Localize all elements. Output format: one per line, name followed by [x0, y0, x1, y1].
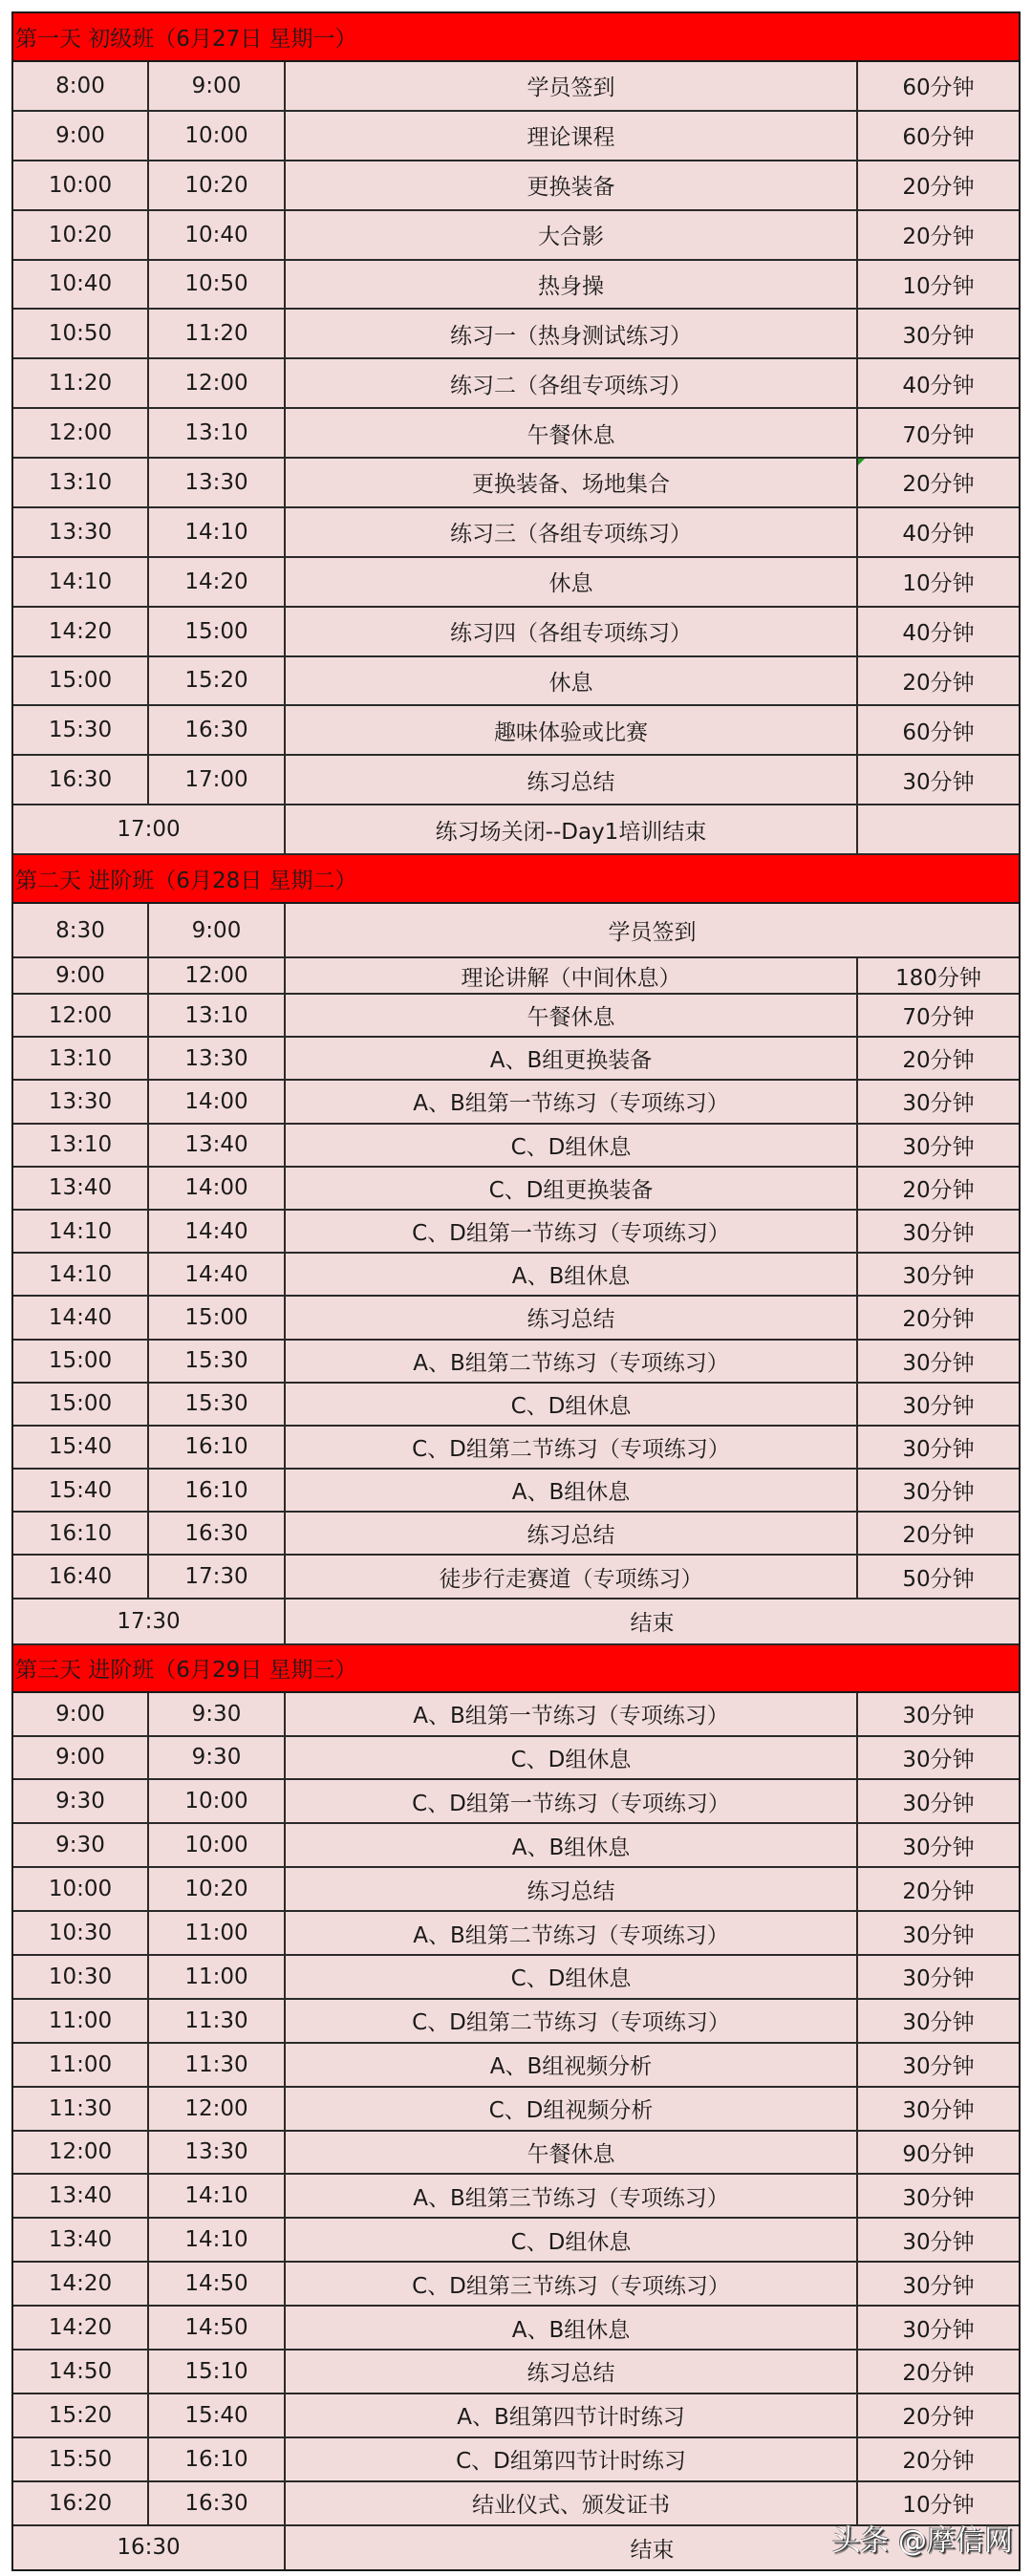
- schedule-row: [13, 1211, 1019, 1254]
- end-time-cell: 17:00: [149, 756, 286, 804]
- start-time-cell: 14:20: [13, 2307, 149, 2349]
- duration-cell: 30分钟: [902, 1747, 975, 1772]
- duration-cell: 20分钟: [902, 1523, 975, 1549]
- end-time-cell: 14:10: [149, 2219, 286, 2261]
- start-time-cell: 10:00: [13, 161, 149, 209]
- duration-cell: 30分钟: [902, 1791, 975, 1816]
- schedule-row: [13, 2438, 1019, 2482]
- end-time-cell: 11:20: [149, 310, 286, 357]
- end-time-cell: 12:00: [149, 2088, 286, 2130]
- activity-cell: A、B组第一节练习（专项练习）: [286, 1081, 858, 1122]
- schedule-row: [13, 1868, 1019, 1912]
- end-time-cell: 9:00: [149, 904, 286, 956]
- activity-cell: 午餐休息: [286, 995, 858, 1036]
- schedule-row: [13, 1038, 1019, 1081]
- schedule-row: [13, 608, 1019, 657]
- schedule-row: [13, 1341, 1019, 1384]
- watermark: 头条 @摩信网: [831, 2524, 1013, 2558]
- end-time-cell: 14:00: [149, 1081, 286, 1122]
- schedule-row: [13, 1168, 1019, 1211]
- start-time-cell: 15:20: [13, 2394, 149, 2436]
- end-time-cell: 14:40: [149, 1254, 286, 1295]
- schedule-row: [13, 904, 1019, 958]
- start-time-cell: 8:30: [13, 904, 149, 956]
- duration-cell: 40分钟: [902, 621, 975, 647]
- schedule-row: [13, 958, 1019, 995]
- schedule-row: [13, 310, 1019, 359]
- activity-cell: 理论课程: [286, 112, 858, 160]
- start-time-cell: 16:30: [13, 756, 149, 804]
- duration-cell: 90分钟: [902, 2141, 975, 2167]
- duration-cell: 30分钟: [902, 1393, 975, 1419]
- start-time-cell: 10:30: [13, 1956, 149, 1998]
- schedule-row: [13, 2219, 1019, 2263]
- start-time-cell: 10:20: [13, 211, 149, 259]
- activity-cell: 更换装备: [286, 161, 858, 209]
- start-time-cell: 14:20: [13, 608, 149, 655]
- activity-cell: C、D组休息: [286, 1956, 858, 1998]
- activity-cell: C、D组第二节练习（专项练习）: [286, 2000, 858, 2042]
- schedule-row: [13, 657, 1019, 707]
- duration-cell: 20分钟: [902, 2449, 975, 2475]
- activity-cell: C、D组休息: [286, 2219, 858, 2261]
- schedule-row: [13, 1513, 1019, 1556]
- end-time-cell: 10:40: [149, 211, 286, 259]
- end-time-cell: 14:10: [149, 508, 286, 556]
- schedule-row: [13, 2351, 1019, 2394]
- schedule-row: [13, 62, 1019, 112]
- end-time-cell: 9:30: [149, 1737, 286, 1779]
- end-time-cell: 14:50: [149, 2307, 286, 2349]
- activity-cell: A、B组休息: [286, 2307, 858, 2349]
- end-time-cell: 16:10: [149, 2438, 286, 2480]
- duration-cell: 70分钟: [902, 422, 975, 448]
- start-time-cell: 15:40: [13, 1427, 149, 1468]
- end-time-cell: 15:00: [149, 1297, 286, 1338]
- end-time-cell: 13:30: [149, 459, 286, 506]
- day-header: 第一天 初级班（6月27日 星期一）: [13, 13, 1019, 62]
- schedule-row: [13, 558, 1019, 608]
- schedule-row: [13, 1470, 1019, 1513]
- end-time-cell: 16:30: [149, 1513, 286, 1554]
- time-cell: 17:00: [13, 805, 286, 853]
- duration-cell: 30分钟: [902, 1264, 975, 1290]
- duration-cell: 30分钟: [902, 2054, 975, 2080]
- end-time-cell: 15:10: [149, 2351, 286, 2393]
- start-time-cell: 16:40: [13, 1556, 149, 1597]
- start-time-cell: 15:40: [13, 1470, 149, 1511]
- end-time-cell: 13:30: [149, 1038, 286, 1079]
- start-time-cell: 13:10: [13, 459, 149, 506]
- schedule-row: [13, 706, 1019, 756]
- start-time-cell: 9:00: [13, 958, 149, 993]
- end-time-cell: 16:10: [149, 1470, 286, 1511]
- schedule-row: [13, 1297, 1019, 1340]
- start-time-cell: 13:10: [13, 1125, 149, 1166]
- schedule-row: [13, 508, 1019, 558]
- start-time-cell: 14:20: [13, 2263, 149, 2305]
- duration-cell: 70分钟: [902, 1005, 975, 1031]
- end-time-cell: 14:00: [149, 1168, 286, 1209]
- schedule-row: [13, 1125, 1019, 1168]
- duration-cell: 10分钟: [902, 2493, 975, 2519]
- start-time-cell: 9:00: [13, 112, 149, 160]
- start-time-cell: 9:00: [13, 1693, 149, 1735]
- duration-cell: 10分钟: [902, 273, 975, 299]
- schedule-row: [13, 805, 1019, 855]
- end-time-cell: 15:00: [149, 608, 286, 655]
- duration-cell: 30分钟: [902, 1966, 975, 1992]
- end-time-cell: 15:20: [149, 657, 286, 705]
- start-time-cell: 13:30: [13, 1081, 149, 1122]
- start-time-cell: 9:30: [13, 1780, 149, 1822]
- activity-cell: 学员签到: [608, 920, 697, 945]
- start-time-cell: 9:00: [13, 1737, 149, 1779]
- schedule-row: [13, 1824, 1019, 1868]
- schedule-row: [13, 459, 1019, 508]
- duration-cell: 20分钟: [902, 1878, 975, 1904]
- schedule-row: [13, 2307, 1019, 2351]
- schedule-row: [13, 409, 1019, 459]
- end-time-cell: 16:10: [149, 1427, 286, 1468]
- activity-cell: 结束: [630, 2537, 675, 2563]
- activity-cell: 理论讲解（中间休息）: [286, 958, 858, 993]
- schedule-row: [13, 2088, 1019, 2132]
- activity-cell: 练习四（各组专项练习）: [286, 608, 858, 655]
- duration-cell: 30分钟: [902, 1221, 975, 1247]
- duration-cell: 30分钟: [902, 1480, 975, 1506]
- activity-cell: A、B组第四节计时练习: [286, 2394, 858, 2436]
- end-time-cell: 14:40: [149, 1211, 286, 1252]
- duration-cell: 30分钟: [902, 1436, 975, 1462]
- activity-cell: 趣味体验或比赛: [286, 706, 858, 754]
- activity-cell: 休息: [286, 558, 858, 606]
- schedule-row: [13, 756, 1019, 805]
- end-time-cell: 10:50: [149, 261, 286, 309]
- schedule-row: [13, 2132, 1019, 2176]
- duration-cell: 20分钟: [902, 670, 975, 696]
- end-time-cell: 10:00: [149, 1824, 286, 1866]
- start-time-cell: 11:30: [13, 2088, 149, 2130]
- start-time-cell: 14:50: [13, 2351, 149, 2393]
- activity-cell: 结业仪式、颁发证书: [286, 2482, 858, 2524]
- schedule-row: [13, 1081, 1019, 1124]
- schedule-row: [13, 1912, 1019, 1956]
- end-time-cell: 10:00: [149, 1780, 286, 1822]
- start-time-cell: 10:50: [13, 310, 149, 357]
- schedule-row: [13, 2000, 1019, 2044]
- activity-cell: C、D组更换装备: [286, 1168, 858, 1209]
- day-header: 第二天 进阶班（6月28日 星期二）: [13, 855, 1019, 904]
- duration-cell: 60分钟: [902, 719, 975, 745]
- activity-cell: 休息: [286, 657, 858, 705]
- duration-cell: 30分钟: [902, 323, 975, 349]
- start-time-cell: 15:00: [13, 1384, 149, 1425]
- duration-cell: 30分钟: [902, 2185, 975, 2211]
- activity-cell: A、B组休息: [286, 1470, 858, 1511]
- activity-cell: A、B组更换装备: [286, 1038, 858, 1079]
- end-time-cell: 12:00: [149, 958, 286, 993]
- duration-cell: 30分钟: [902, 1922, 975, 1948]
- start-time-cell: 13:40: [13, 1168, 149, 1209]
- end-time-cell: 13:30: [149, 2132, 286, 2174]
- end-time-cell: 10:20: [149, 161, 286, 209]
- activity-cell: 练习总结: [286, 1868, 858, 1910]
- start-time-cell: 14:10: [13, 1254, 149, 1295]
- start-time-cell: 13:10: [13, 1038, 149, 1079]
- duration-cell: 30分钟: [902, 1350, 975, 1376]
- schedule-row: [13, 1737, 1019, 1781]
- duration-cell: 30分钟: [902, 2273, 975, 2299]
- duration-cell: 30分钟: [902, 2229, 975, 2255]
- activity-cell: C、D组休息: [286, 1737, 858, 1779]
- start-time-cell: 16:20: [13, 2482, 149, 2524]
- schedule-row: [13, 211, 1019, 261]
- schedule-row: [13, 161, 1019, 211]
- start-time-cell: 15:00: [13, 1341, 149, 1382]
- end-time-cell: 14:50: [149, 2263, 286, 2305]
- duration-cell: 30分钟: [902, 1704, 975, 1729]
- comment-indicator-icon: [858, 459, 865, 465]
- activity-cell: 热身操: [286, 261, 858, 309]
- activity-cell: C、D组第一节练习（专项练习）: [286, 1211, 858, 1252]
- time-cell: 16:30: [13, 2526, 286, 2570]
- duration-cell: 20分钟: [902, 175, 975, 201]
- activity-cell: A、B组第一节练习（专项练习）: [286, 1693, 858, 1735]
- schedule-row: [13, 359, 1019, 409]
- schedule-row: [13, 1384, 1019, 1427]
- schedule-row: [13, 995, 1019, 1038]
- start-time-cell: 13:40: [13, 2175, 149, 2217]
- day-header: 第三天 进阶班（6月29日 星期三）: [13, 1645, 1019, 1693]
- activity-cell: 练习总结: [286, 756, 858, 804]
- start-time-cell: 12:00: [13, 2132, 149, 2174]
- duration-cell: 40分钟: [902, 373, 975, 398]
- schedule-row: [13, 1427, 1019, 1470]
- end-time-cell: 16:30: [149, 2482, 286, 2524]
- duration-cell: 20分钟: [858, 459, 1019, 506]
- start-time-cell: 13:30: [13, 508, 149, 556]
- activity-cell: 大合影: [286, 211, 858, 259]
- duration-cell: 30分钟: [902, 2317, 975, 2343]
- end-time-cell: 14:20: [149, 558, 286, 606]
- schedule-row: [13, 2044, 1019, 2088]
- end-time-cell: 15:30: [149, 1341, 286, 1382]
- start-time-cell: 15:00: [13, 657, 149, 705]
- start-time-cell: 10:40: [13, 261, 149, 309]
- start-time-cell: 11:00: [13, 2000, 149, 2042]
- end-time-cell: 15:30: [149, 1384, 286, 1425]
- activity-cell: C、D组第四节计时练习: [286, 2438, 858, 2480]
- activity-cell: 学员签到: [286, 62, 858, 110]
- activity-cell: 练习二（各组专项练习）: [286, 359, 858, 407]
- start-time-cell: 13:40: [13, 2219, 149, 2261]
- end-time-cell: 15:40: [149, 2394, 286, 2436]
- end-time-cell: 10:00: [149, 112, 286, 160]
- duration-cell: 30分钟: [902, 1134, 975, 1160]
- start-time-cell: 14:10: [13, 558, 149, 606]
- end-time-cell: 17:30: [149, 1556, 286, 1597]
- duration-cell: 10分钟: [902, 571, 975, 597]
- activity-cell: A、B组第二节练习（专项练习）: [286, 1912, 858, 1954]
- activity-cell: C、D组第二节练习（专项练习）: [286, 1427, 858, 1468]
- activity-cell: C、D组休息: [286, 1125, 858, 1166]
- activity-cell: 午餐休息: [286, 2132, 858, 2174]
- start-time-cell: 9:30: [13, 1824, 149, 1866]
- schedule-row: [13, 1556, 1019, 1599]
- activity-cell: C、D组视频分析: [286, 2088, 858, 2130]
- duration-cell: 50分钟: [902, 1566, 975, 1592]
- end-time-cell: 11:00: [149, 1912, 286, 1954]
- activity-cell: 练习三（各组专项练习）: [286, 508, 858, 556]
- activity-cell: C、D组第三节练习（专项练习）: [286, 2263, 858, 2305]
- activity-cell: 练习一（热身测试练习）: [286, 310, 858, 357]
- duration-cell: 20分钟: [902, 2361, 975, 2387]
- end-time-cell: 11:30: [149, 2044, 286, 2086]
- activity-cell: A、B组视频分析: [286, 2044, 858, 2086]
- activity-cell: 更换装备、场地集合: [286, 459, 858, 506]
- activity-cell: 练习场关闭--Day1培训结束: [286, 805, 858, 853]
- start-time-cell: 11:20: [13, 359, 149, 407]
- end-time-cell: 13:10: [149, 995, 286, 1036]
- activity-cell: C、D组休息: [286, 1384, 858, 1425]
- start-time-cell: 8:00: [13, 62, 149, 110]
- schedule-row: [13, 2263, 1019, 2307]
- activity-cell: 徒步行走赛道（专项练习）: [286, 1556, 858, 1597]
- schedule-row: [13, 112, 1019, 161]
- start-time-cell: 16:10: [13, 1513, 149, 1554]
- start-time-cell: 12:00: [13, 995, 149, 1036]
- end-time-cell: 12:00: [149, 359, 286, 407]
- activity-cell: 结束: [630, 1611, 675, 1637]
- schedule-row: [13, 1599, 1019, 1645]
- duration-cell: [858, 805, 1019, 853]
- duration-cell: 20分钟: [902, 1048, 975, 1074]
- schedule-row: [13, 2175, 1019, 2219]
- duration-cell: 20分钟: [902, 1307, 975, 1333]
- activity-cell: C、D组第一节练习（专项练习）: [286, 1780, 858, 1822]
- end-time-cell: 9:00: [149, 62, 286, 110]
- activity-cell: 练习总结: [286, 1513, 858, 1554]
- duration-cell: 40分钟: [902, 522, 975, 547]
- activity-cell: A、B组第三节练习（专项练习）: [286, 2175, 858, 2217]
- activity-cell: 午餐休息: [286, 409, 858, 457]
- duration-cell: 30分钟: [902, 1835, 975, 1860]
- end-time-cell: 10:20: [149, 1868, 286, 1910]
- schedule-row: [13, 1693, 1019, 1737]
- end-time-cell: 14:10: [149, 2175, 286, 2217]
- duration-cell: 20分钟: [902, 1177, 975, 1203]
- duration-cell: 30分钟: [902, 769, 975, 795]
- schedule-row: [13, 2394, 1019, 2438]
- end-time-cell: 13:40: [149, 1125, 286, 1166]
- duration-cell: 60分钟: [902, 125, 975, 151]
- schedule-row: [13, 1780, 1019, 1824]
- schedule-sheet: [11, 11, 1021, 2571]
- start-time-cell: 10:30: [13, 1912, 149, 1954]
- end-time-cell: 11:30: [149, 2000, 286, 2042]
- end-time-cell: 16:30: [149, 706, 286, 754]
- duration-cell: 20分钟: [902, 225, 975, 250]
- schedule-row: [13, 261, 1019, 311]
- schedule-row: [13, 1254, 1019, 1297]
- activity-cell: A、B组第二节练习（专项练习）: [286, 1341, 858, 1382]
- schedule-row: [13, 1956, 1019, 2000]
- end-time-cell: 11:00: [149, 1956, 286, 1998]
- start-time-cell: 10:00: [13, 1868, 149, 1910]
- time-cell: 17:30: [13, 1599, 286, 1643]
- duration-cell: 30分钟: [902, 2010, 975, 2036]
- activity-cell: A、B组休息: [286, 1824, 858, 1866]
- end-time-cell: 9:30: [149, 1693, 286, 1735]
- duration-cell: 60分钟: [902, 75, 975, 101]
- duration-cell: 30分钟: [902, 2098, 975, 2124]
- activity-cell: 练习总结: [286, 2351, 858, 2393]
- duration-cell: 20分钟: [902, 2405, 975, 2431]
- duration-cell: 180分钟: [895, 965, 981, 991]
- start-time-cell: 14:10: [13, 1211, 149, 1252]
- start-time-cell: 12:00: [13, 409, 149, 457]
- activity-cell: 练习总结: [286, 1297, 858, 1338]
- start-time-cell: 14:40: [13, 1297, 149, 1338]
- end-time-cell: 13:10: [149, 409, 286, 457]
- start-time-cell: 15:30: [13, 706, 149, 754]
- duration-cell: 30分钟: [902, 1091, 975, 1117]
- start-time-cell: 15:50: [13, 2438, 149, 2480]
- activity-cell: A、B组休息: [286, 1254, 858, 1295]
- start-time-cell: 11:00: [13, 2044, 149, 2086]
